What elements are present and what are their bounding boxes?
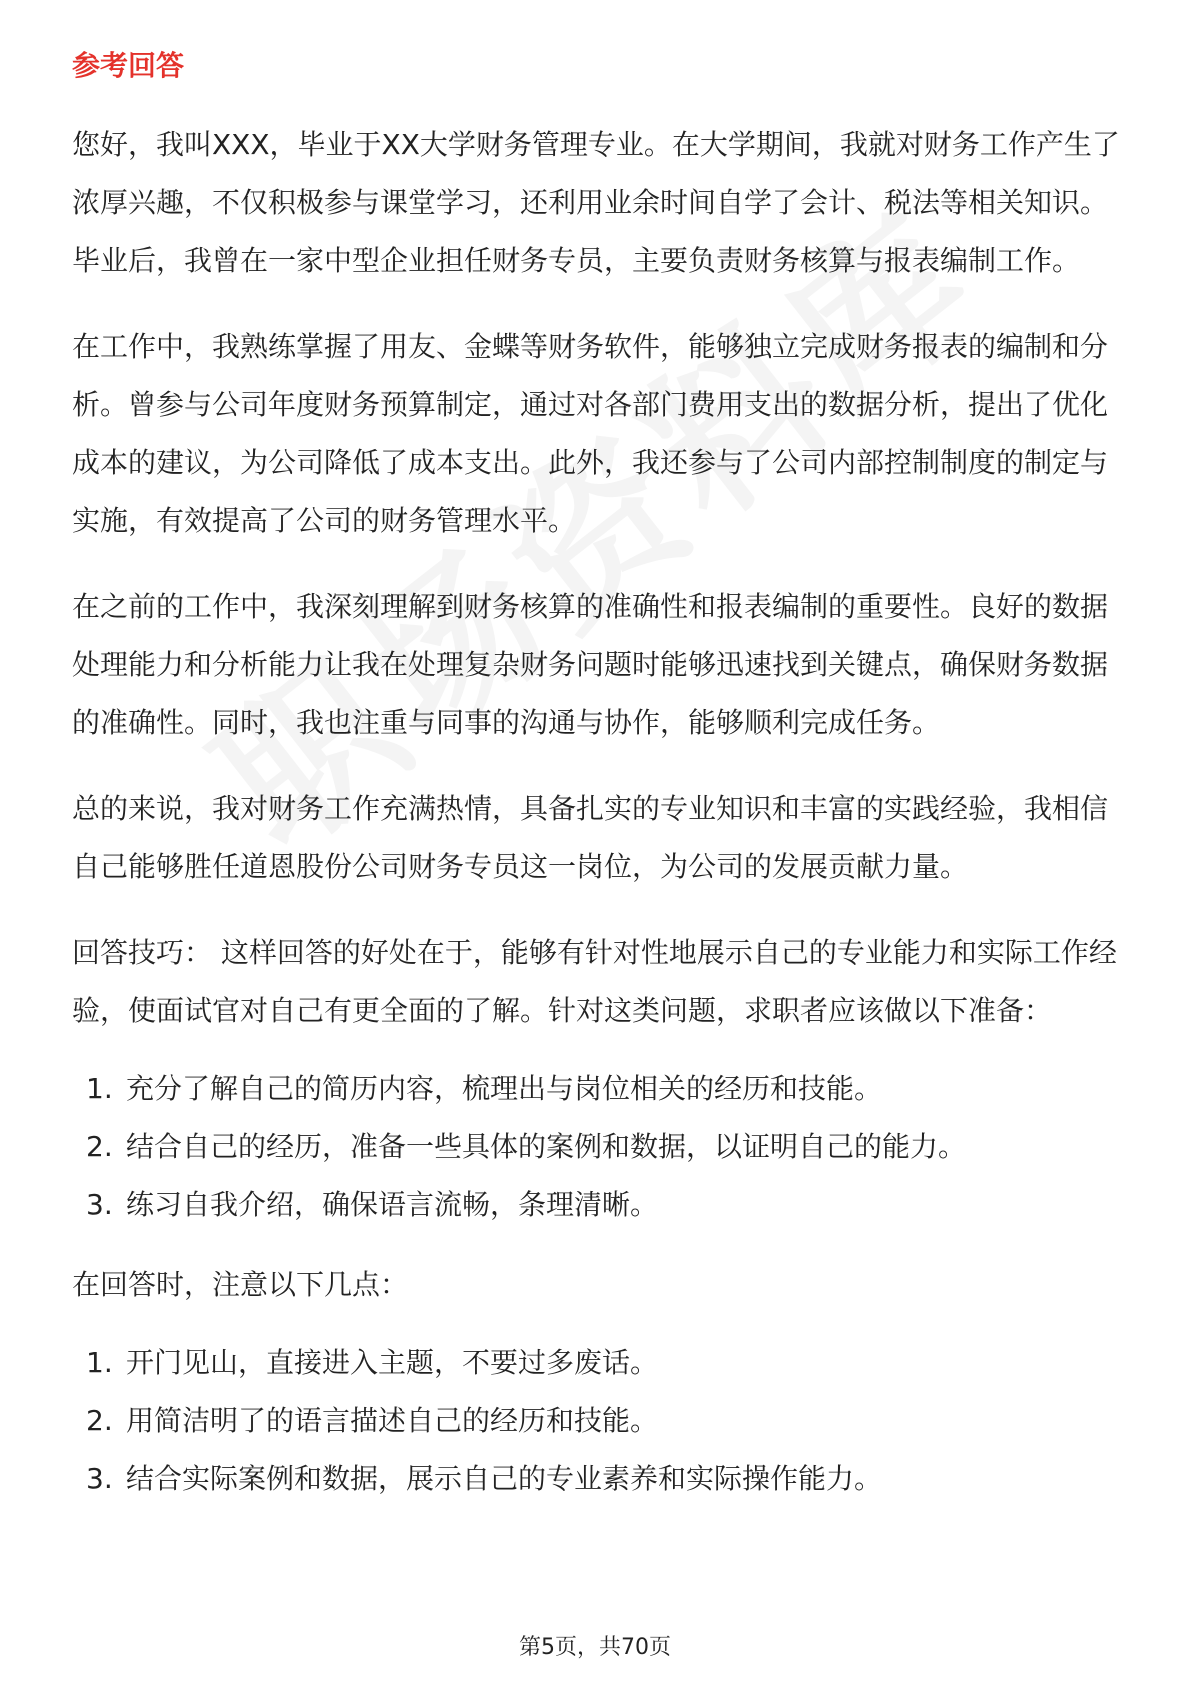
paragraph-intro: 您好，我叫XXX，毕业于XX大学财务管理专业。在大学期间，我就对财务工作产生了浓厚兴趣，不仅积极参与课堂学习，还利用业余时间自学了会计、税法等相关知识。毕业后，我曾在一家中型企业担任财务专员，主要负责财务核算与报表编制工作。 <box>72 128 1120 277</box>
section-title: 参考回答 <box>72 49 185 82</box>
list-number: 2. <box>86 1404 113 1437</box>
notes-intro: 在回答时，注意以下几点： <box>72 1268 409 1301</box>
list-text: 练习自我介绍，确保语言流畅，条理清晰。 <box>126 1188 659 1221</box>
list-text: 用简洁明了的语言描述自己的经历和技能。 <box>126 1404 659 1437</box>
paragraph-summary: 总的来说，我对财务工作充满热情，具备扎实的专业知识和丰富的实践经验，我相信自己能够胜任道恩股份公司财务专员这一岗位，为公司的发展贡献力量。 <box>72 792 1109 883</box>
list-item <box>72 1060 1122 1118</box>
prep-list <box>72 1060 1122 1234</box>
notes-list <box>72 1334 1122 1508</box>
list-item <box>72 1118 1122 1176</box>
list-number: 3. <box>86 1462 113 1495</box>
list-item <box>72 1334 1122 1392</box>
paragraph-tips: 回答技巧： 这样回答的好处在于，能够有针对性地展示自己的专业能力和实际工作经验，使面试官对自己有更全面的了解。针对这类问题，求职者应该做以下准备： <box>72 936 1117 1027</box>
list-number: 3. <box>86 1188 113 1221</box>
list-text: 结合自己的经历，准备一些具体的案例和数据，以证明自己的能力。 <box>126 1130 967 1163</box>
list-item <box>72 1176 1122 1234</box>
page-footer: 第5页，共70页 <box>519 1635 671 1660</box>
paragraph-experience: 在之前的工作中，我深刻理解到财务核算的准确性和报表编制的重要性。良好的数据处理能力和分析能力让我在处理复杂财务问题时能够迅速找到关键点，确保财务数据的准确性。同时，我也注重与同事的沟通与协作，能够顺利完成任务。 <box>72 590 1109 739</box>
list-item <box>72 1450 1122 1508</box>
list-item <box>72 1392 1122 1450</box>
page-content <box>72 46 1122 1530</box>
list-text: 结合实际案例和数据，展示自己的专业素养和实际操作能力。 <box>126 1462 883 1495</box>
paragraph-skills: 在工作中，我熟练掌握了用友、金蝶等财务软件，能够独立完成财务报表的编制和分析。曾参与公司年度财务预算制定，通过对各部门费用支出的数据分析，提出了优化成本的建议，为公司降低了成本支出。此外，我还参与了公司内部控制制度的制定与实施，有效提高了公司的财务管理水平。 <box>72 330 1109 537</box>
list-number: 1. <box>86 1072 113 1105</box>
list-text: 充分了解自己的简历内容，梳理出与岗位相关的经历和技能。 <box>126 1072 883 1105</box>
list-number: 1. <box>86 1346 113 1379</box>
list-text: 开门见山，直接进入主题，不要过多废话。 <box>126 1346 659 1379</box>
list-number: 2. <box>86 1130 113 1163</box>
